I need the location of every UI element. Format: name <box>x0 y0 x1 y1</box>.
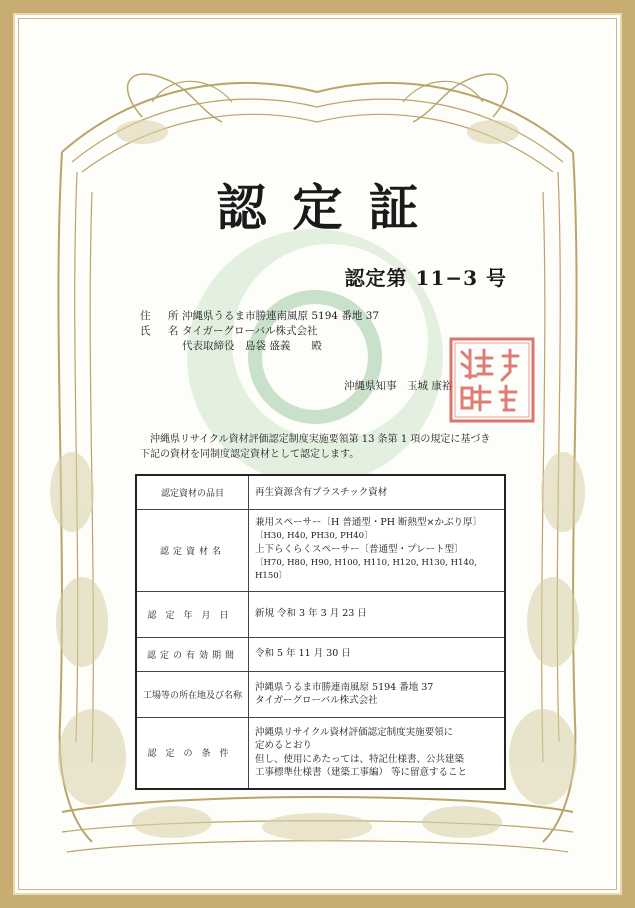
row-value <box>249 671 505 717</box>
row-value <box>249 637 505 671</box>
value-line: 上下らくらくスペーサー〔普通型・プレート型〕 <box>255 544 464 556</box>
row-label: 認定の有効期間 <box>136 637 249 671</box>
row-value <box>249 591 505 637</box>
address-row <box>140 309 379 324</box>
row-value <box>249 717 505 789</box>
table-row <box>136 475 505 509</box>
value-line: 兼用スペーサー〔H 普通型・PH 断熱型×かぶり厚〕 <box>255 517 482 529</box>
intro-text <box>140 432 510 462</box>
certification-table <box>135 474 506 790</box>
value-line: 〔H30, H40, PH30, PH40〕 <box>255 530 373 541</box>
representative-row <box>140 339 379 354</box>
name-row <box>140 324 379 339</box>
row-label: 認定年月日 <box>136 591 249 637</box>
row-label: 認定資材の品目 <box>136 475 249 509</box>
value-line: 工事標準仕様書（建築工事編） 等に留意すること <box>255 767 468 779</box>
value-line: 定めるとおり <box>255 740 313 752</box>
row-value <box>249 475 505 509</box>
certificate-title: 認定証 <box>216 178 445 237</box>
table-row <box>136 717 505 789</box>
table-row <box>136 591 505 637</box>
row-label: 工場等の所在地及び名称 <box>136 671 249 717</box>
value-line: 但し、使用にあたっては、特記仕様書、公共建築 <box>255 753 465 765</box>
table-row <box>136 637 505 671</box>
certificate-number: 認定第 11−3 号 <box>344 266 507 290</box>
value-line: 沖縄県リサイクル資材評価認定制度実施要領に <box>255 726 454 738</box>
row-value <box>249 509 505 591</box>
value-line: 〔H70, H80, H90, H100, H110, H120, H130, H140, H150〕 <box>255 557 477 582</box>
value-line: タイガーグローバル株式会社 <box>255 695 378 706</box>
address-label: 住 所 <box>140 310 186 322</box>
name-label: 氏 名 <box>140 325 186 337</box>
company-name: タイガーグローバル株式会社 <box>182 325 318 337</box>
intro-line-2: 下記の資材を同制度認定資材として認定します。 <box>140 449 360 460</box>
representative-name: 代表取締役 島袋 盛義 殿 <box>182 340 322 352</box>
issuer-name: 沖縄県知事 玉城 康裕 <box>344 380 453 392</box>
row-label: 認定の条件 <box>136 717 249 789</box>
recipient-info <box>140 309 379 354</box>
table-row <box>136 509 505 591</box>
row-label: 認定資材名 <box>136 509 249 591</box>
value-line: 沖縄県うるま市勝連南風原 5194 番地 37 <box>255 681 434 693</box>
table-row <box>136 671 505 717</box>
value-line: 新規 令和 3 年 3 月 23 日 <box>255 608 367 620</box>
address-value: 沖縄県うるま市勝連南風原 5194 番地 37 <box>182 310 380 322</box>
official-seal-stamp <box>448 336 536 424</box>
value-line: 再生資源含有プラスチック資材 <box>255 486 388 498</box>
intro-line-1: 沖縄県リサイクル資材評価認定制度実施要領第 13 条第 1 項の規定に基づき <box>150 434 491 445</box>
value-line: 令和 5 年 11 月 30 日 <box>255 648 351 660</box>
